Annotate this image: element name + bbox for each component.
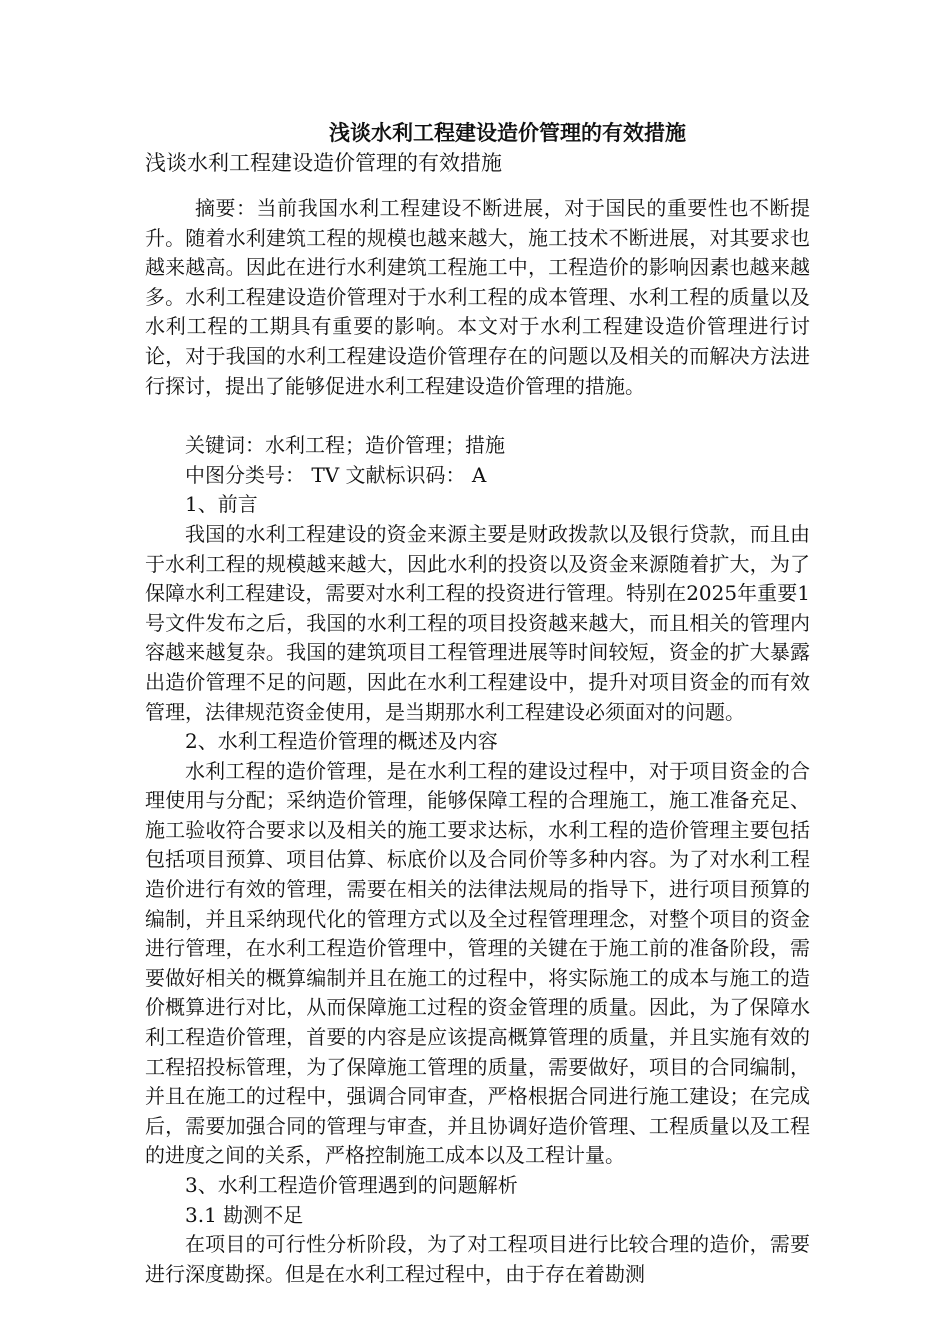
section-3-1-paragraph: 在项目的可行性分析阶段，为了对工程项目进行比较合理的造价，需要进行深度勘探。但是在水利工程过程中，由于存在着勘测 — [145, 1232, 810, 1286]
document-subtitle: 浅谈水利工程建设造价管理的有效措施 — [145, 151, 502, 175]
document-page — [145, 118, 810, 1289]
section-2-paragraph: 水利工程的造价管理，是在水利工程的建设过程中，对于项目资金的合理使用与分配；采纳造价管理，能够保障工程的合理施工，施工准备充足、施工验收符合要求以及相关的施工要求达标，水利工程的造价管理主要包括包括项目预算、项目估算、标底价以及合同价等多种内容。为了对水利工程造价进行有效的管理，需要在相关的法律法规局的指导下，进行项目预算的编制，并且采纳现代化的管理方式以及全过程管理理念，对整个项目的资金进行管理，在水利工程造价管理中，管理的关键在于施工前的准备阶段，需要做好相关的概算编制并且在施工的过程中，将实际施工的成本与施工的造价概算进行对比，从而保障施工过程的资金管理的质量。因此，为了保障水利工程造价管理，首要的内容是应该提高概算管理的质量，并且实施有效的工程招投标管理，为了保障施工管理的质量，需要做好，项目的合同编制，并且在施工的过程中，强调合同审查，严格根据合同进行施工建设；在完成后，需要加强合同的管理与审查，并且协调好造价管理、工程质量以及工程的进度之间的关系，严格控制施工成本以及工程计量。 — [145, 758, 810, 1168]
keywords-line: 关键词：水利工程；造价管理；措施 — [185, 433, 505, 458]
section-2-heading: 2、水利工程造价管理的概述及内容 — [185, 729, 498, 754]
section-1-heading: 1、前言 — [185, 492, 258, 517]
document-title: 浅谈水利工程建设造价管理的有效措施 — [329, 120, 686, 145]
abstract-paragraph: 摘要：当前我国水利工程建设不断进展，对于国民的重要性也不断提升。随着水利建筑工程的规模也越来越大，施工技术不断进展，对其要求也越来越高。因此在进行水利建筑工程施工中，工程造价的影响因素也越来越多。水利工程建设造价管理对于水利工程的成本管理、水利工程的质量以及水利工程的工期具有重要的影响。本文对于水利工程建设造价管理进行讨论，对于我国的水利工程建设造价管理存在的问题以及相关的而解决方法进行探讨，提出了能够促进水利工程建设造价管理的措施。 — [145, 196, 810, 398]
section-3-1-heading: 3.1 勘测不足 — [185, 1202, 304, 1227]
section-3-heading: 3、水利工程造价管理遇到的问题解析 — [185, 1173, 518, 1197]
classification-line: 中图分类号： TV 文献标识码： A — [185, 462, 487, 487]
section-1-paragraph: 我国的水利工程建设的资金来源主要是财政拨款以及银行贷款，而且由于水利工程的规模越来越大，因此水利的投资以及资金来源随着扩大，为了保障水利工程建设，需要对水利工程的投资进行管理。特别在2025年重要1号文件发布之后，我国的水利工程的项目投资越来越大，而且相关的管理内容越来越复杂。我国的建筑项目工程管理进展等时间较短，资金的扩大暴露出造价管理不足的问题，因此在水利工程建设中，提升对项目资金的而有效管理，法律规范资金使用，是当期那水利工程建设必须面对的问题。 — [145, 521, 810, 724]
